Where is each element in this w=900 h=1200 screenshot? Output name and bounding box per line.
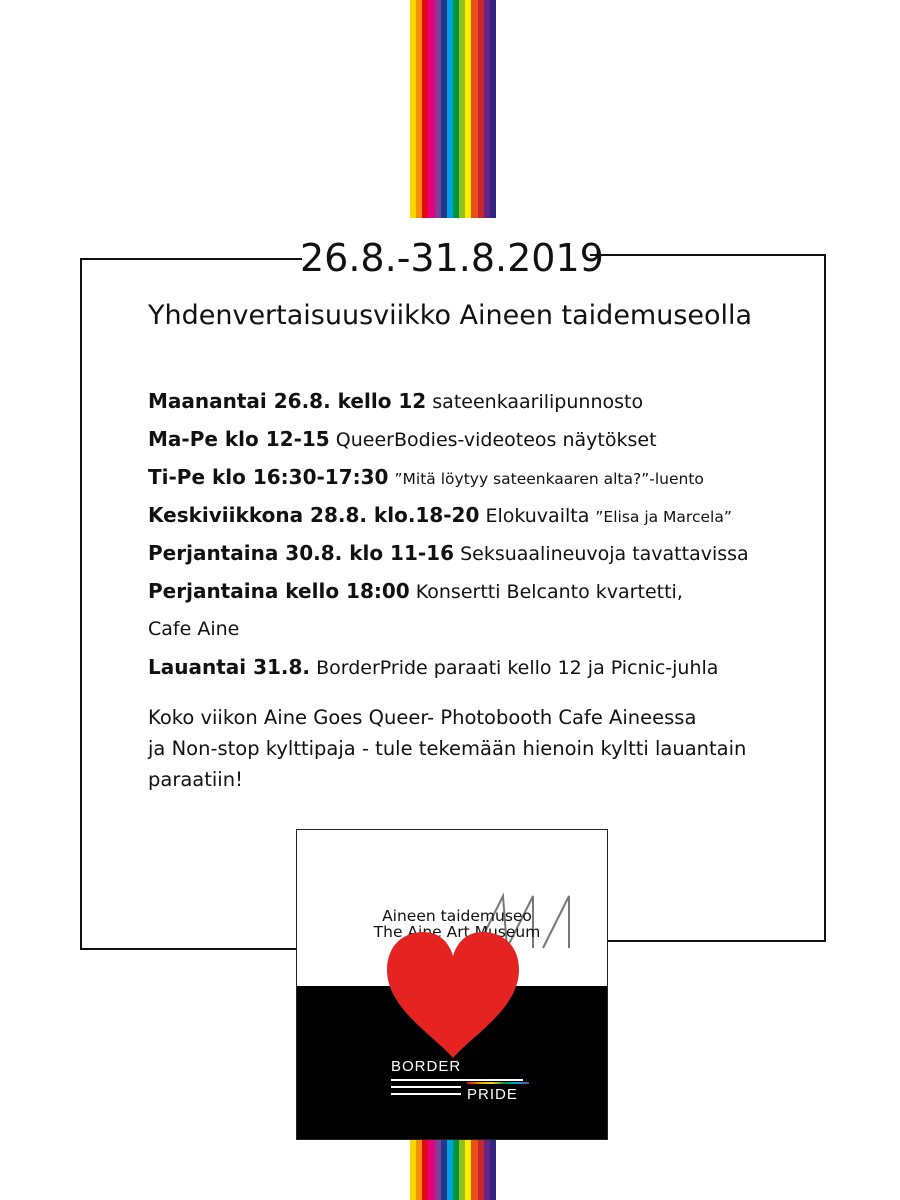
museum-name-en: The Aine Art Museum xyxy=(373,923,541,941)
schedule-item-time: Ti-Pe klo 16:30-17:30 xyxy=(148,465,389,489)
schedule-item-text: QueerBodies-videoteos näytökset xyxy=(335,429,657,451)
schedule-item-text: ”Mitä löytyy sateenkaaren alta?”-luento xyxy=(394,470,704,488)
frame-top-left xyxy=(80,258,302,260)
week-info-line: Koko viikon Aine Goes Queer- Photobooth Cafe Aineessa xyxy=(148,706,697,729)
schedule-item-text: Seksuaalineuvoja tavattavissa xyxy=(460,543,749,565)
logo-rule xyxy=(391,1093,461,1095)
rainbow-stripe-bottom xyxy=(410,1140,496,1200)
schedule-item-text: Konsertti Belcanto kvartetti, xyxy=(415,581,683,603)
border-pride-logo xyxy=(296,829,608,1140)
week-info xyxy=(148,702,808,795)
frame-right xyxy=(824,254,826,942)
logo-border-word: BORDER xyxy=(391,1058,462,1075)
frame-bottom-left xyxy=(80,948,296,950)
date-range: 26.8.-31.8.2019 xyxy=(300,236,604,280)
schedule-item-text: BorderPride paraati kello 12 ja Picnic-juhla xyxy=(316,657,719,679)
rainbow-stripe-top xyxy=(410,0,496,218)
schedule-item xyxy=(148,382,808,420)
schedule-list xyxy=(148,382,808,686)
schedule-item-time: Perjantaina 30.8. klo 11-16 xyxy=(148,541,455,565)
schedule-item xyxy=(148,496,808,534)
frame-left xyxy=(80,258,82,950)
frame-top-right xyxy=(590,254,826,256)
schedule-item-time: Ma-Pe klo 12-15 xyxy=(148,427,330,451)
schedule-item xyxy=(148,610,808,648)
schedule-item xyxy=(148,648,808,686)
logo-rule xyxy=(391,1079,523,1081)
rainbow-band xyxy=(490,0,496,218)
frame-bottom-right xyxy=(608,940,826,942)
schedule-item-text: sateenkaarilipunnosto xyxy=(432,391,644,413)
schedule-item xyxy=(148,534,808,572)
heart-icon xyxy=(383,930,523,1060)
schedule-item-text: Cafe Aine xyxy=(148,618,240,640)
schedule-item-time: Lauantai 31.8. xyxy=(148,655,311,679)
week-info-line: paraatiin! xyxy=(148,768,243,791)
rainbow-band xyxy=(490,1140,496,1200)
schedule-item-time: Perjantaina kello 18:00 xyxy=(148,579,410,603)
schedule-item xyxy=(148,458,808,496)
week-info-line: ja Non-stop kylttipaja - tule tekemään hienoin kyltti lauantain xyxy=(148,737,747,760)
logo-rainbow-rule xyxy=(467,1082,529,1084)
subtitle: Yhdenvertaisuusviikko Aineen taidemuseolla xyxy=(148,300,753,331)
schedule-item-film-title: ”Elisa ja Marcela” xyxy=(595,508,732,526)
schedule-item xyxy=(148,420,808,458)
schedule-item-time: Keskiviikkona 28.8. klo.18-20 xyxy=(148,503,480,527)
schedule-item xyxy=(148,572,808,610)
museum-name-fi: Aineen taidemuseo xyxy=(382,907,532,925)
schedule-item-text: Elokuvailta xyxy=(485,505,590,527)
logo-pride-word: PRIDE xyxy=(467,1086,518,1103)
schedule-item-time: Maanantai 26.8. kello 12 xyxy=(148,389,427,413)
logo-rule xyxy=(391,1086,461,1088)
